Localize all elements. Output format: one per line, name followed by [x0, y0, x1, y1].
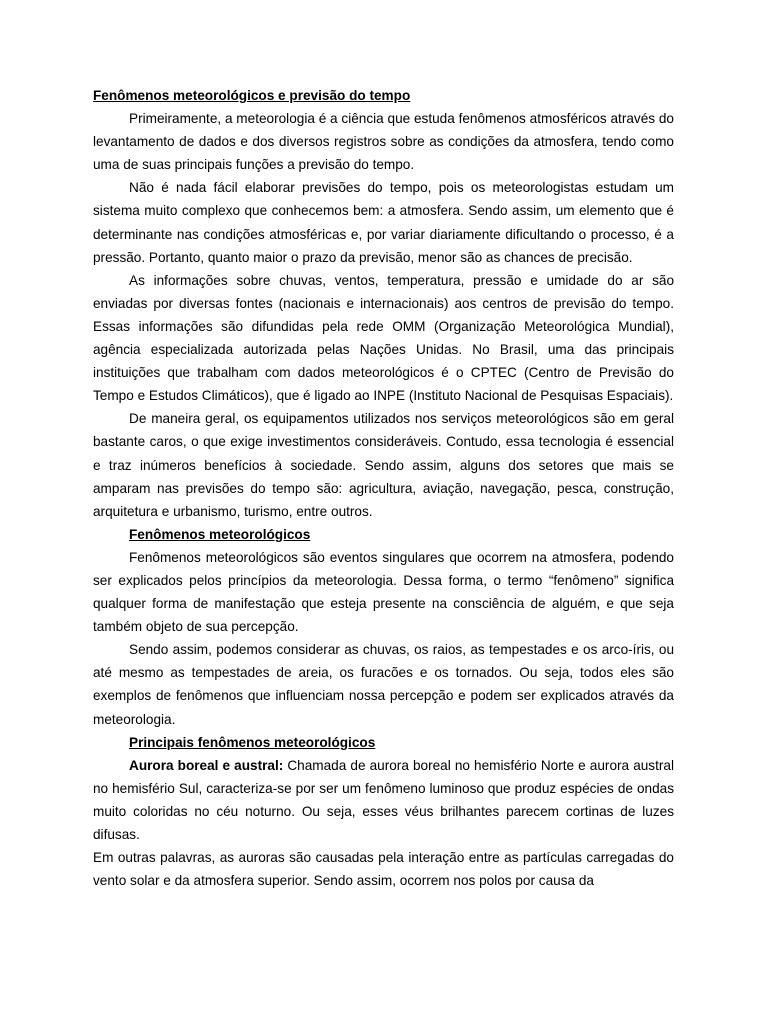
aurora-term: Aurora boreal e austral: — [129, 757, 284, 773]
intro-paragraph-3: As informações sobre chuvas, ventos, temperatura, pressão e umidade do ar são enviadas por diversas fontes (nacionais e internacionais) aos centros de previsão do tempo. Essas informações são difundidas pela rede OMM (Organização Meteorológica Mundial), agência especializada autorizada pelas Nações Unidas. No Brasil, uma das principais instituições que trabalham com dados meteorológicos é o CPTEC (Centro de Previsão do Tempo e Estudos Climáticos), que é ligado ao INPE (Instituto Nacional de Pesquisas Espaciais). — [93, 272, 674, 404]
aurora-description: Chamada de aurora boreal no hemisfério Norte e aurora austral no hemisfério Sul, caracteriza-se por ser um fenômeno luminoso que produz espécies de ondas muito coloridas no céu noturno. Ou seja, esses véus brilhantes parecem cortinas de luzes difusas. — [93, 757, 674, 842]
section-heading-principais: Principais fenômenos meteorológicos — [129, 734, 376, 750]
aurora-followup-paragraph: Em outras palavras, as auroras são causadas pela interação entre as partículas carregadas do vento solar e da atmosfera superior. Sendo assim, ocorrem nos polos por causa da — [93, 850, 674, 889]
intro-paragraph-4: De maneira geral, os equipamentos utilizados nos serviços meteorológicos são em geral bastante caros, o que exige investimentos consideráveis. Contudo, essa tecnologia é essencial e traz inúmeros benefícios à sociedade. Sendo assim, alguns dos setores que mais se amparam nas previsões do tempo são: agricultura, aviação, navegação, pesca, construção, arquitetura e urbanismo, turismo, entre outros. — [93, 411, 674, 519]
aurora-paragraph — [93, 754, 674, 846]
section1-paragraph-1: Fenômenos meteorológicos são eventos singulares que ocorrem na atmosfera, podendo ser explicados pelos princípios da meteorologia. Dessa forma, o termo “fenômeno” significa qualquer forma de manifestação que esteja presente na consciência de alguém, e que seja também objeto de sua percepção. — [93, 549, 674, 635]
section-heading-fenomenos: Fenômenos meteorológicos — [129, 526, 311, 542]
document-title: Fenômenos meteorológicos e previsão do tempo — [93, 88, 411, 103]
intro-paragraph-2: Não é nada fácil elaborar previsões do tempo, pois os meteorologistas estudam um sistema muito complexo que conhecemos bem: a atmosfera. Sendo assim, um elemento que é determinante nas condições atmosféricas e, por variar diariamente dificultando o processo, é a pressão. Portanto, quanto maior o prazo da previsão, menor são as chances de precisão. — [93, 180, 674, 265]
intro-paragraph-1: Primeiramente, a meteorologia é a ciência que estuda fenômenos atmosféricos através do levantamento de dados e dos diversos registros sobre as condições da atmosfera, tendo como uma de suas principais funções a previsão do tempo. — [93, 111, 674, 173]
document-page — [93, 84, 674, 892]
section1-paragraph-2: Sendo assim, podemos considerar as chuvas, os raios, as tempestades e os arco-íris, ou até mesmo as tempestades de areia, os furacões e os tornados. Ou seja, todos eles são exemplos de fenômenos que influenciam nossa percepção e podem ser explicados através da meteorologia. — [93, 642, 674, 727]
